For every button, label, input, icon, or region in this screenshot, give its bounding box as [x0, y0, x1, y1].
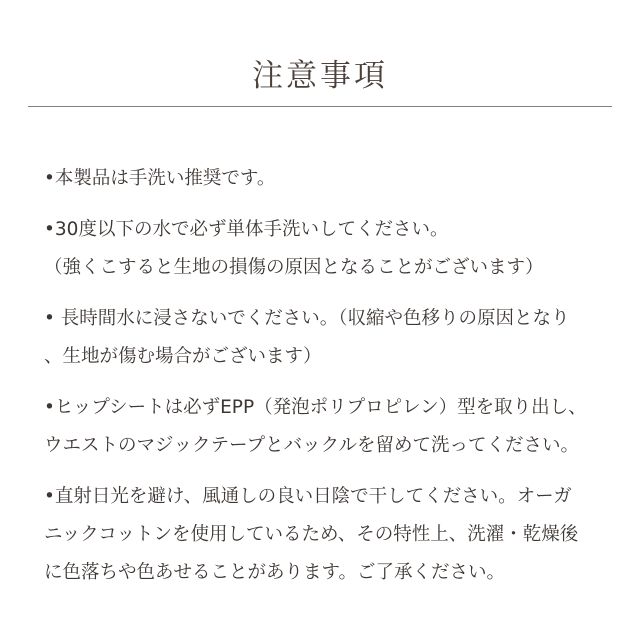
note-line: •本製品は手洗い推奨です。 — [44, 168, 276, 189]
note-line: に色落ちや色あせることがあります。ご了承ください。 — [44, 562, 506, 583]
note-item — [44, 211, 604, 287]
title-divider — [28, 106, 612, 107]
notes-list — [44, 160, 604, 605]
note-line: ウエストのマジックテープとバックルを留めて洗ってください。 — [44, 435, 580, 456]
note-line: •ヒップシートは必ずEPP（発泡ポリプロピレン）型を取り出し、 — [44, 397, 587, 418]
note-item — [44, 478, 604, 592]
page-title: 注意事項 — [252, 58, 388, 94]
note-item — [44, 300, 604, 376]
note-line: •直射日光を避け、風通しの良い日陰で干してください。オーガ — [44, 486, 572, 507]
note-item — [44, 389, 604, 465]
note-line: •30度以下の水で必ず単体手洗いしてください。 — [44, 219, 449, 240]
note-line: 、生地が傷む場合がございます） — [44, 346, 322, 367]
note-line: ニックコットンを使用しているため、その特性上、洗濯・乾燥後 — [44, 524, 579, 545]
note-line: （強くこすると生地の損傷の原因となることがございます） — [44, 257, 544, 278]
note-line: • 長時間水に浸さないでください。（収縮や色移りの原因となり — [44, 308, 570, 329]
note-item — [44, 160, 604, 198]
